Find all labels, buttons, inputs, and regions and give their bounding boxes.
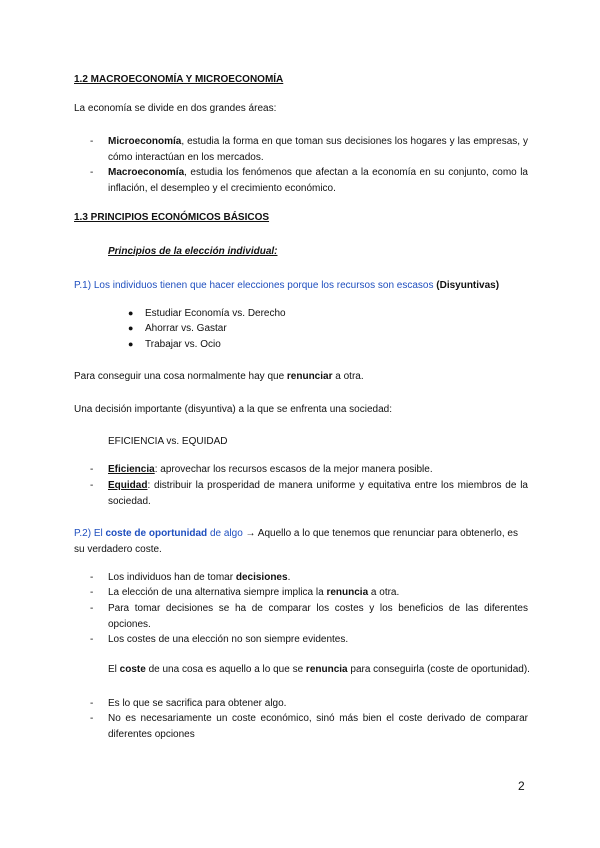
p2-item (108, 585, 399, 601)
p2-part: P.2) El (74, 528, 106, 539)
example-item: Ahorrar vs. Gastar (145, 323, 227, 334)
dash-bullet: - (90, 464, 94, 475)
item-part: La elección de una alternativa siempre implica la (108, 587, 327, 598)
renunciar-word: renunciar (286, 371, 333, 382)
p2-definition: → Aquello a lo que tenemos que renunciar para obtenerlo, es su verdadero coste. (74, 528, 518, 555)
section-13-title: 1.3 PRINCIPIOS ECONÓMICOS BÁSICOS (74, 212, 270, 223)
dash-bullet: - (90, 572, 94, 583)
macro-term: Macroeconomía (108, 167, 185, 178)
decision-sentence: Una decisión importante (disyuntiva) a la que se enfrenta una sociedad: (74, 404, 392, 415)
macro-text: , estudia los fenómenos que afectan a la economía en su conjunto, como la inflación, el desempleo y el crecimiento económico. (108, 167, 528, 194)
equidad-term: Equidad (108, 480, 148, 491)
def-part: para conseguirla (coste de oportunidad). (347, 664, 530, 675)
equidad-text: : distribuir la prosperidad de manera uniforme y equitativa entre los miembros de la sociedad. (108, 480, 528, 507)
def-part: de una cosa es aquello a lo que se (145, 664, 306, 675)
dash-bullet: - (90, 136, 94, 147)
sentence-part: a otra. (332, 371, 364, 382)
dash-bullet: - (90, 603, 94, 614)
item-part: . (287, 572, 291, 583)
example-item: Estudiar Economía vs. Derecho (145, 308, 286, 319)
eficiencia-term: Eficiencia (108, 464, 155, 475)
page-number: 2 (518, 779, 525, 793)
p2-item: Es lo que se sacrifica para obtener algo. (108, 698, 287, 709)
section-13-subtitle: Principios de la elección individual: (108, 246, 278, 257)
micro-item (108, 134, 528, 165)
micro-text: , estudia la forma en que toman sus decisiones los hogares y las empresas, y cómo interactúan en los mercados. (108, 136, 528, 163)
dash-bullet: - (90, 480, 94, 491)
def-bold: renuncia (305, 664, 348, 675)
def-part: El (108, 664, 120, 675)
macro-item (108, 165, 528, 196)
example-item: Trabajar vs. Ocio (145, 339, 221, 350)
p2-item: Los costes de una elección no son siempre evidentes. (108, 634, 349, 645)
bullet-dot: ● (128, 339, 134, 349)
dash-bullet: - (90, 587, 94, 598)
p2-part: de algo (207, 528, 246, 539)
item-bold: renuncia (326, 587, 369, 598)
item-part: Los individuos han de tomar (108, 572, 236, 583)
sentence-part: Para conseguir una cosa normalmente hay que (74, 371, 287, 382)
dash-bullet: - (90, 167, 94, 178)
item-part: a otra. (368, 587, 400, 598)
bullet-dot: ● (128, 323, 134, 333)
p2-item: No es necesariamente un coste económico, sinó más bien el coste derivado de comparar diferentes opciones (108, 713, 528, 740)
p1-text: P.1) Los individuos tienen que hacer elecciones porque los recursos son escasos (74, 280, 434, 291)
p2-item: Para tomar decisiones se ha de comparar los costes y los beneficios de las diferentes opciones. (108, 603, 528, 630)
coste-oportunidad-term: coste de oportunidad (105, 528, 208, 539)
eficiencia-item (108, 462, 528, 478)
def-bold: coste (119, 664, 146, 675)
dash-bullet: - (90, 698, 94, 709)
p2-heading (74, 526, 529, 557)
coste-definition (108, 662, 530, 678)
item-bold: decisiones (235, 572, 288, 583)
micro-term: Microeconomía (108, 136, 182, 147)
section-12-intro: La economía se divide en dos grandes áreas: (74, 103, 277, 114)
dash-bullet: - (90, 713, 94, 724)
p2-item (108, 570, 290, 586)
equidad-item (108, 478, 528, 509)
renunciar-sentence (74, 369, 364, 385)
section-12-title: 1.2 MACROECONOMÍA Y MICROECONOMÍA (74, 74, 284, 85)
p1-heading (74, 278, 499, 294)
eficiencia-equidad: EFICIENCIA vs. EQUIDAD (108, 436, 228, 447)
p1-tag: (Disyuntivas) (436, 280, 500, 291)
bullet-dot: ● (128, 308, 134, 318)
eficiencia-text: : aprovechar los recursos escasos de la mejor manera posible. (154, 464, 433, 475)
dash-bullet: - (90, 634, 94, 645)
